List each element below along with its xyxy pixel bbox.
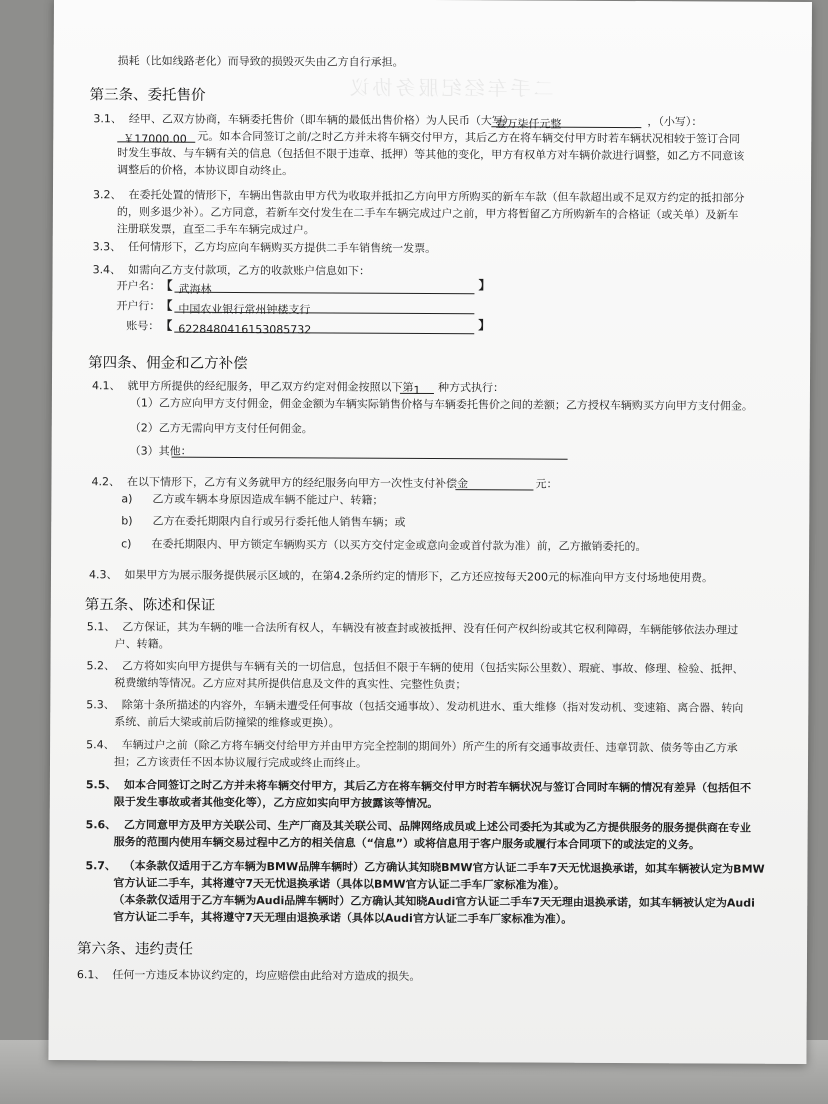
option-3-field xyxy=(172,443,568,460)
price-in-figures-field: ￥17000.00 xyxy=(117,127,195,142)
item-a: a) 乙方或车辆本身原因造成车辆不能过户、转籍； xyxy=(121,492,384,507)
clause-5-1-line-2: 户、转籍。 xyxy=(114,637,170,651)
currency-unit: 元： xyxy=(535,477,558,491)
clause-3-1-line-4: 调整后的价格，本协议即自动终止。 xyxy=(117,163,294,178)
compensation-field xyxy=(455,475,533,490)
clause-5-4-line-1: 5.4、 车辆过户之前（除乙方将车辆交付给甲方并由甲方完全控制的期间外）所产生的所有交通事故责任、违章罚款、债务等由乙方承 xyxy=(86,738,738,755)
clause-3-2-line-1: 3.2、 在委托处置的情形下，车辆出售款由甲方代为收取并抵扣乙方向甲方所购买的新车车款（但车款超出或不足双方约定的抵扣部分 xyxy=(92,188,745,205)
bracket-open: 【 xyxy=(160,318,173,333)
account-name-field: 武海林 xyxy=(174,278,474,295)
section-heading-4: 第四条、佣金和乙方补偿 xyxy=(88,355,248,373)
document-page xyxy=(48,0,812,1064)
clause-5-5-line-1: 5.5、 如本合同签订之时乙方并未将车辆交付甲方，其后乙方在将车辆交付甲方时若车辆状况与签订合同时车辆的情况有差异（包括但不 xyxy=(85,778,752,795)
clause-3-2-line-3: 注册联发票，直至二手车车辆完成过户。 xyxy=(116,222,315,237)
item-c: c) 在委托期限内、甲方锁定车辆购买方（以买方交付定金或意向金或首付款为准）前，乙方撤销委托的。 xyxy=(121,537,647,554)
bracket-open: 【 xyxy=(160,278,173,293)
clause-3-1-small-label: ，（小写）： xyxy=(647,115,703,129)
bracket-close: 】 xyxy=(478,318,491,333)
clause-5-3-line-1: 5.3、 除第十条所描述的内容外，车辆未遭受任何事故（包括交通事故）、发动机进水、重大维修（指对发动机、变速箱、离合器、转向 xyxy=(86,698,744,715)
option-3-label: （3）其他： xyxy=(129,444,192,458)
account-number-label: 账号： xyxy=(126,319,160,333)
account-name-label: 开户名： xyxy=(116,279,161,293)
section-heading-5: 第五条、陈述和保证 xyxy=(84,597,216,614)
bracket-open: 【 xyxy=(160,298,173,313)
clause-5-6-line-2: 服务的范围内使用车辆交易过程中乙方的相关信息（“信息”）或将信息用于客户服务或履行本合同项下的或法定的义务。 xyxy=(113,835,701,852)
bank-label: 开户行： xyxy=(116,299,161,313)
clause-6-1: 6.1、 任何一方违反本协议约定的，均应赔偿由此给对方造成的损失。 xyxy=(76,968,421,983)
clause-4-2-line: 4.2、 在以下情形下，乙方有义务就甲方的经纪服务向甲方一次性支付补偿金 xyxy=(91,475,469,491)
clause-5-1-line-1: 5.1、 乙方保证，其为车辆的唯一合法所有权人，车辆没有被查封或被抵押、没有任何产权纠纷或其它权利障碍，车辆能够依法办理过 xyxy=(86,620,739,637)
clause-5-4-line-2: 担；乙方该责任不因本协议履行完成或终止而终止。 xyxy=(113,755,368,770)
clause-3-3: 3.3、 任何情形下，乙方均应向车辆购买方提供二手车销售统一发票。 xyxy=(92,240,437,256)
clause-5-7-line-2: 官方认证二手车，其将遵守7天无忧退换承诺（具体以BMW官方认证二手车厂家标准为准）。 xyxy=(113,876,566,892)
account-number-field: 6228480416153085732 xyxy=(174,318,474,335)
section-heading-6: 第六条、违约责任 xyxy=(76,941,194,958)
option-1: （1）乙方应向甲方支付佣金，佣金金额为车辆实际销售价格与车辆委托售价之间的差额；乙方授权车辆购买方向甲方支付佣金。 xyxy=(129,396,753,413)
clause-5-5-line-2: 限于发生事故或者其他变化等），乙方应如实向甲方披露该等情况。 xyxy=(113,795,439,811)
option-2: （2）乙方无需向甲方支付任何佣金。 xyxy=(129,421,313,436)
clause-5-7-line-1: 5.7、 （本条款仅适用于乙方车辆为BMW品牌车辆时）乙方确认其知晓BMW官方认证二手车7天无忧退换承诺，如其车辆被认定为BMW xyxy=(85,859,765,876)
clause-5-3-line-2: 系统、前后大梁或前后防撞梁的维修或更换）。 xyxy=(114,715,340,730)
clause-5-7-line-4: 官方认证二手车，其将遵守7天无理由退换承诺（具体以Audi官方认证二手车厂家标准为准）。 xyxy=(113,910,573,926)
bleed-through-title: 二手车经纪服务协议 xyxy=(346,75,554,101)
clause-4-3: 4.3、 如果甲方为展示服务提供展示区域的，在第4.2条所约定的情形下，乙方还应按每天200元的标准向甲方支付场地使用费。 xyxy=(88,568,714,585)
price-in-words-field: 壹万柒仟元整 xyxy=(491,112,641,128)
section-heading-3: 第三条、委托售价 xyxy=(89,87,206,104)
item-b: b) 乙方在委托期限内自行或另行委托他人销售车辆；或 xyxy=(121,514,406,529)
clause-3-2-line-2: 的，则多退少补）。乙方同意，若新车交付发生在二手车车辆完成过户之前，甲方将暂留乙方所购新车的合格证（或关单）及新车 xyxy=(116,205,739,222)
clause-3-1-line-2: 元。如本合同签订之前/之时乙方并未将车辆交付甲方，其后乙方在将车辆交付甲方时若车辆状况相较于签订合同 xyxy=(197,129,741,146)
clause-3-1-line-3: 时发生事故、与车辆有关的信息（包括但不限于违章、抵押）等其他的变化，甲方有权单方对车辆价款进行调整，如乙方不同意该 xyxy=(117,146,745,163)
clause-5-6-line-1: 5.6、 乙方同意甲方及甲方关联公司、生产厂商及其关联公司、品牌网络成员或上述公司委托为其或为乙方提供服务的服务提供商在专业 xyxy=(85,818,751,835)
clause-5-2-line-1: 5.2、 乙方将如实向甲方提供与车辆有关的一切信息，包括但不限于车辆的使用（包括实际公里数）、瑕疵、事故、修理、检验、抵押、 xyxy=(86,659,744,676)
clause-5-7-line-3: （本条款仅适用于乙方车辆为Audi品牌车辆时）乙方确认其知晓Audi官方认证二手车7天无理由退换承诺，如其车辆被认定为Audi xyxy=(113,893,755,910)
option-number-field: 1 xyxy=(400,379,434,394)
clause-3-1-line-1: 3.1、 经甲、乙双方协商，车辆委托售价（即车辆的最低出售价格）为人民币（大写） xyxy=(93,112,514,128)
clause-5-2-line-2: 税费缴纳等情况。乙方应对其所提供信息及文件的真实性、完整性负责； xyxy=(114,676,467,692)
clause-4-1-suffix: 种方式执行： xyxy=(437,381,505,395)
clause-3-4: 3.4、 如需向乙方支付款项，乙方的收款账户信息如下： xyxy=(92,263,371,278)
bracket-close: 】 xyxy=(478,278,491,293)
text-line: 损耗（比如线路老化）而导致的损毁灭失由乙方自行承担。 xyxy=(117,54,404,69)
bank-field: 中国农业银行常州钟楼支行 xyxy=(174,298,474,315)
clause-4-1-line: 4.1、 就甲方所提供的经纪服务，甲乙双方约定对佣金按照以下第 xyxy=(91,379,414,394)
